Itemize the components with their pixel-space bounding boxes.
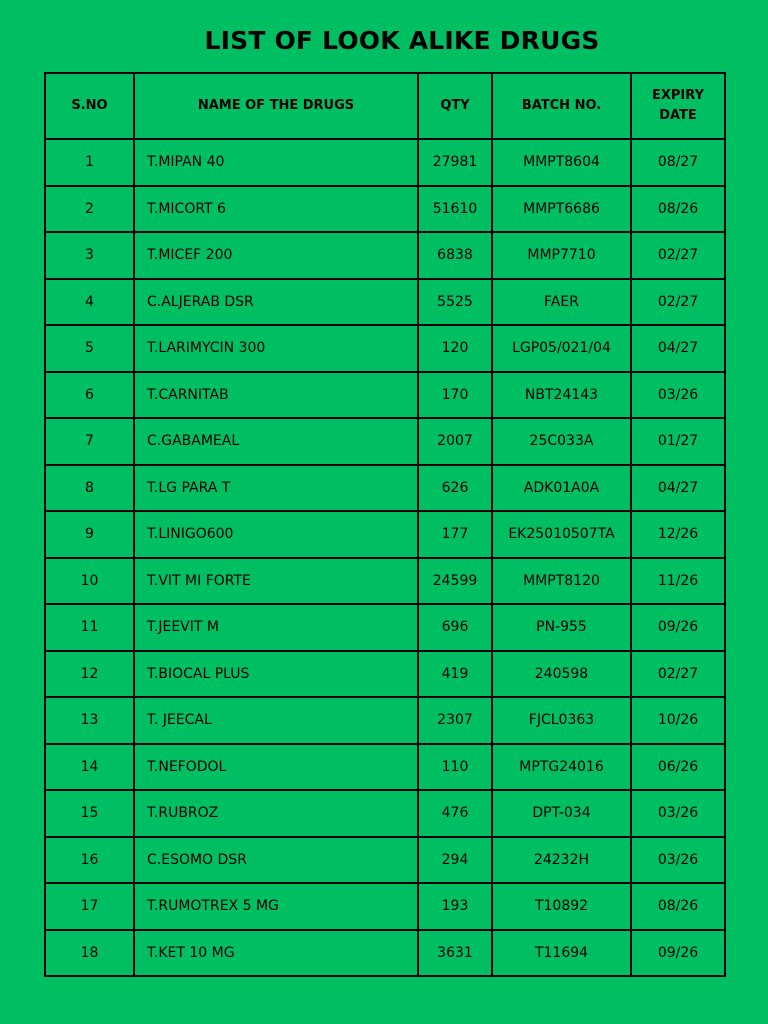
cell-drug-name: T.CARNITAB	[134, 372, 418, 419]
cell-batch-no: MPTG24016	[492, 744, 631, 791]
cell-drug-name: T.VIT MI FORTE	[134, 558, 418, 605]
cell-drug-name: T.NEFODOL	[134, 744, 418, 791]
cell-qty: 27981	[418, 139, 492, 186]
cell-batch-no: LGP05/021/04	[492, 325, 631, 372]
cell-qty: 419	[418, 651, 492, 698]
cell-qty: 177	[418, 511, 492, 558]
cell-qty: 696	[418, 604, 492, 651]
cell-batch-no: MMPT8120	[492, 558, 631, 605]
cell-qty: 2007	[418, 418, 492, 465]
cell-batch-no: MMP7710	[492, 232, 631, 279]
table-row	[45, 930, 725, 977]
cell-qty: 294	[418, 837, 492, 884]
cell-batch-no: FJCL0363	[492, 697, 631, 744]
cell-sno: 8	[45, 465, 134, 512]
column-header-batch: BATCH NO.	[492, 73, 631, 139]
cell-drug-name: C.GABAMEAL	[134, 418, 418, 465]
cell-expiry-date: 04/27	[631, 465, 725, 512]
cell-drug-name: T.RUBROZ	[134, 790, 418, 837]
cell-sno: 14	[45, 744, 134, 791]
cell-expiry-date: 10/26	[631, 697, 725, 744]
cell-drug-name: T.MIPAN 40	[134, 139, 418, 186]
cell-drug-name: T.LARIMYCIN 300	[134, 325, 418, 372]
cell-drug-name: T.JEEVIT M	[134, 604, 418, 651]
cell-qty: 2307	[418, 697, 492, 744]
column-header-sno: S.NO	[45, 73, 134, 139]
table-row	[45, 651, 725, 698]
cell-expiry-date: 09/26	[631, 930, 725, 977]
table-row	[45, 465, 725, 512]
cell-expiry-date: 09/26	[631, 604, 725, 651]
cell-sno: 13	[45, 697, 134, 744]
table-row	[45, 604, 725, 651]
cell-batch-no: FAER	[492, 279, 631, 326]
cell-expiry-date: 02/27	[631, 651, 725, 698]
cell-sno: 7	[45, 418, 134, 465]
cell-qty: 120	[418, 325, 492, 372]
cell-sno: 15	[45, 790, 134, 837]
cell-batch-no: T10892	[492, 883, 631, 930]
cell-batch-no: MMPT6686	[492, 186, 631, 233]
table-row	[45, 325, 725, 372]
cell-qty: 170	[418, 372, 492, 419]
cell-expiry-date: 04/27	[631, 325, 725, 372]
table-row	[45, 697, 725, 744]
cell-sno: 11	[45, 604, 134, 651]
drugs-table	[44, 72, 726, 977]
cell-expiry-date: 03/26	[631, 837, 725, 884]
cell-sno: 6	[45, 372, 134, 419]
cell-batch-no: EK25010507TA	[492, 511, 631, 558]
table-row	[45, 790, 725, 837]
table-row	[45, 232, 725, 279]
cell-expiry-date: 12/26	[631, 511, 725, 558]
cell-sno: 5	[45, 325, 134, 372]
column-header-qty: QTY	[418, 73, 492, 139]
table-row	[45, 511, 725, 558]
cell-sno: 16	[45, 837, 134, 884]
cell-expiry-date: 03/26	[631, 372, 725, 419]
cell-qty: 24599	[418, 558, 492, 605]
cell-qty: 476	[418, 790, 492, 837]
table-row	[45, 744, 725, 791]
cell-expiry-date: 08/27	[631, 139, 725, 186]
cell-expiry-date: 11/26	[631, 558, 725, 605]
table-row	[45, 883, 725, 930]
cell-qty: 6838	[418, 232, 492, 279]
cell-drug-name: C.ESOMO DSR	[134, 837, 418, 884]
cell-qty: 5525	[418, 279, 492, 326]
page-title: LIST OF LOOK ALIKE DRUGS	[204, 26, 600, 55]
cell-sno: 17	[45, 883, 134, 930]
table-row	[45, 139, 725, 186]
cell-sno: 3	[45, 232, 134, 279]
cell-drug-name: T.BIOCAL PLUS	[134, 651, 418, 698]
column-header-name: NAME OF THE DRUGS	[134, 73, 418, 139]
cell-drug-name: T. JEECAL	[134, 697, 418, 744]
cell-drug-name: T.LG PARA T	[134, 465, 418, 512]
cell-qty: 193	[418, 883, 492, 930]
cell-batch-no: MMPT8604	[492, 139, 631, 186]
cell-qty: 3631	[418, 930, 492, 977]
cell-batch-no: PN-955	[492, 604, 631, 651]
cell-drug-name: T.MICEF 200	[134, 232, 418, 279]
cell-expiry-date: 08/26	[631, 186, 725, 233]
cell-drug-name: T.LINIGO600	[134, 511, 418, 558]
cell-expiry-date: 08/26	[631, 883, 725, 930]
cell-batch-no: 24232H	[492, 837, 631, 884]
cell-batch-no: DPT-034	[492, 790, 631, 837]
cell-drug-name: T.RUMOTREX 5 MG	[134, 883, 418, 930]
table-row	[45, 186, 725, 233]
column-header-expiry	[631, 73, 725, 139]
cell-drug-name: T.MICORT 6	[134, 186, 418, 233]
cell-sno: 12	[45, 651, 134, 698]
cell-sno: 4	[45, 279, 134, 326]
table-row	[45, 837, 725, 884]
cell-batch-no: ADK01A0A	[492, 465, 631, 512]
cell-sno: 9	[45, 511, 134, 558]
column-header-expiry-label: EXPIRY DATE	[652, 88, 704, 123]
cell-batch-no: 240598	[492, 651, 631, 698]
cell-qty: 110	[418, 744, 492, 791]
cell-batch-no: NBT24143	[492, 372, 631, 419]
cell-batch-no: T11694	[492, 930, 631, 977]
table-row	[45, 418, 725, 465]
cell-expiry-date: 02/27	[631, 232, 725, 279]
table-header-row	[45, 73, 725, 139]
table-row	[45, 279, 725, 326]
cell-expiry-date: 03/26	[631, 790, 725, 837]
cell-drug-name: T.KET 10 MG	[134, 930, 418, 977]
cell-qty: 51610	[418, 186, 492, 233]
cell-sno: 18	[45, 930, 134, 977]
cell-sno: 10	[45, 558, 134, 605]
cell-expiry-date: 01/27	[631, 418, 725, 465]
table-row	[45, 372, 725, 419]
cell-sno: 1	[45, 139, 134, 186]
cell-expiry-date: 02/27	[631, 279, 725, 326]
cell-qty: 626	[418, 465, 492, 512]
cell-drug-name: C.ALJERAB DSR	[134, 279, 418, 326]
cell-batch-no: 25C033A	[492, 418, 631, 465]
cell-sno: 2	[45, 186, 134, 233]
table-row	[45, 558, 725, 605]
cell-expiry-date: 06/26	[631, 744, 725, 791]
